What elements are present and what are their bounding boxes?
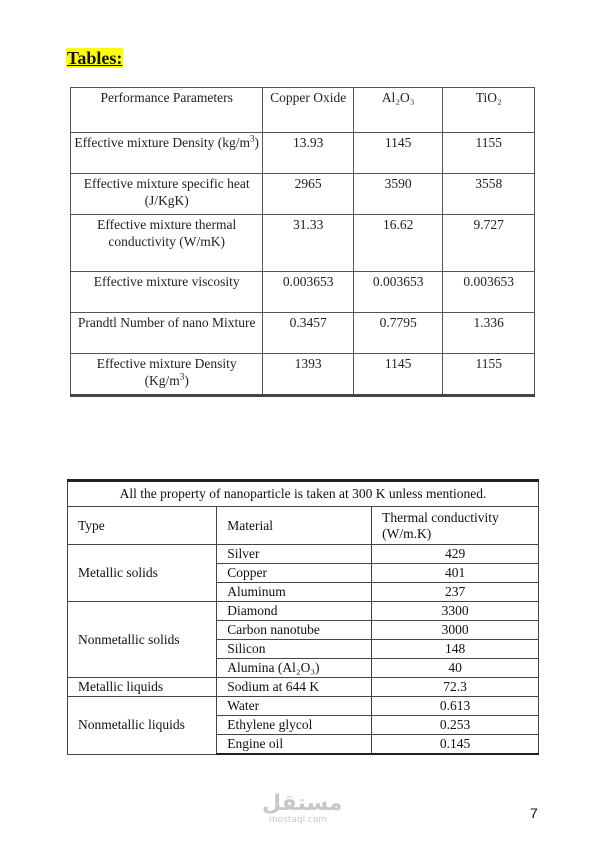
nanoparticle-conductivity-table bbox=[67, 479, 539, 755]
value-cell: 0.003653 bbox=[443, 272, 535, 313]
param-cell: Effective mixture thermal conductivity (W/mK) bbox=[71, 215, 263, 272]
material-cell: Diamond bbox=[217, 602, 372, 621]
material-cell: Water bbox=[217, 697, 372, 716]
param-cell: Effective mixture Density $(Kg/m^3)$ bbox=[71, 354, 263, 396]
param-cell: Prandtl Number of nano Mixture bbox=[71, 313, 263, 354]
value-cell: 13.93 bbox=[263, 133, 354, 174]
table-header-row bbox=[71, 88, 535, 133]
material-cell: Silicon bbox=[217, 640, 372, 659]
material-cell: Aluminum bbox=[217, 583, 372, 602]
table-row bbox=[71, 133, 535, 174]
table-row bbox=[71, 313, 535, 354]
value-cell: 31.33 bbox=[263, 215, 354, 272]
value-cell: 3000 bbox=[372, 621, 539, 640]
table-row bbox=[68, 678, 539, 697]
value-cell: 0.145 bbox=[372, 735, 539, 755]
material-cell: Alumina (Al₂O₃) bbox=[217, 659, 372, 678]
material-cell: Carbon nanotube bbox=[217, 621, 372, 640]
performance-parameters-table bbox=[70, 87, 535, 397]
value-cell: 72.3 bbox=[372, 678, 539, 697]
page-number: 7 bbox=[530, 805, 538, 821]
value-cell: 401 bbox=[372, 564, 539, 583]
material-cell: Ethylene glycol bbox=[217, 716, 372, 735]
header-cell: Type bbox=[68, 507, 217, 545]
page-heading: Tables: bbox=[67, 48, 123, 68]
header-cell: TiO₂ bbox=[443, 88, 535, 133]
value-cell: 9.727 bbox=[443, 215, 535, 272]
table-row bbox=[68, 545, 539, 564]
value-cell: 237 bbox=[372, 583, 539, 602]
value-cell: 2965 bbox=[263, 174, 354, 215]
value-cell: 1145 bbox=[353, 133, 443, 174]
param-cell: Effective mixture Density $(kg/m^3)$ bbox=[71, 133, 263, 174]
param-cell: Effective mixture viscosity bbox=[71, 272, 263, 313]
value-cell: 1155 bbox=[443, 354, 535, 396]
value-cell: 148 bbox=[372, 640, 539, 659]
type-cell: Nonmetallic solids bbox=[68, 602, 217, 678]
header-cell: Al₂O₃ bbox=[353, 88, 443, 133]
type-cell: Metallic liquids bbox=[68, 678, 217, 697]
value-cell: 3558 bbox=[443, 174, 535, 215]
watermark-latin: mostaql.com bbox=[268, 815, 328, 825]
material-cell: Sodium at 644 K bbox=[217, 678, 372, 697]
param-cell: Effective mixture specific heat (J/KgK) bbox=[71, 174, 263, 215]
material-cell: Engine oil bbox=[217, 735, 372, 755]
type-cell: Metallic solids bbox=[68, 545, 217, 602]
type-cell: Nonmetallic liquids bbox=[68, 697, 217, 755]
value-cell: 0.613 bbox=[372, 697, 539, 716]
value-cell: 0.003653 bbox=[353, 272, 443, 313]
table-row bbox=[71, 354, 535, 396]
value-cell: 1393 bbox=[263, 354, 354, 396]
value-cell: 3590 bbox=[353, 174, 443, 215]
watermark-logo bbox=[262, 791, 343, 825]
value-cell: 16.62 bbox=[353, 215, 443, 272]
header-cell: Thermal conductivity (W/m.K) bbox=[372, 507, 539, 545]
table-row bbox=[68, 697, 539, 716]
material-cell: Copper bbox=[217, 564, 372, 583]
table-caption: All the property of nanoparticle is taken at 300 K unless mentioned. bbox=[68, 481, 539, 507]
material-cell: Silver bbox=[217, 545, 372, 564]
header-cell: Copper Oxide bbox=[263, 88, 354, 133]
header-cell: Material bbox=[217, 507, 372, 545]
table-header-row bbox=[68, 507, 539, 545]
value-cell: 0.3457 bbox=[263, 313, 354, 354]
header-cell: Performance Parameters bbox=[71, 88, 263, 133]
value-cell: 0.253 bbox=[372, 716, 539, 735]
value-cell: 1145 bbox=[353, 354, 443, 396]
table-row bbox=[71, 174, 535, 215]
value-cell: 1.336 bbox=[443, 313, 535, 354]
value-cell: 1155 bbox=[443, 133, 535, 174]
watermark-arabic: مستقل bbox=[262, 791, 343, 816]
value-cell: 3300 bbox=[372, 602, 539, 621]
table-row bbox=[68, 602, 539, 621]
value-cell: 40 bbox=[372, 659, 539, 678]
table-row bbox=[71, 272, 535, 313]
value-cell: 429 bbox=[372, 545, 539, 564]
value-cell: 0.7795 bbox=[353, 313, 443, 354]
table-row bbox=[71, 215, 535, 272]
value-cell: 0.003653 bbox=[263, 272, 354, 313]
